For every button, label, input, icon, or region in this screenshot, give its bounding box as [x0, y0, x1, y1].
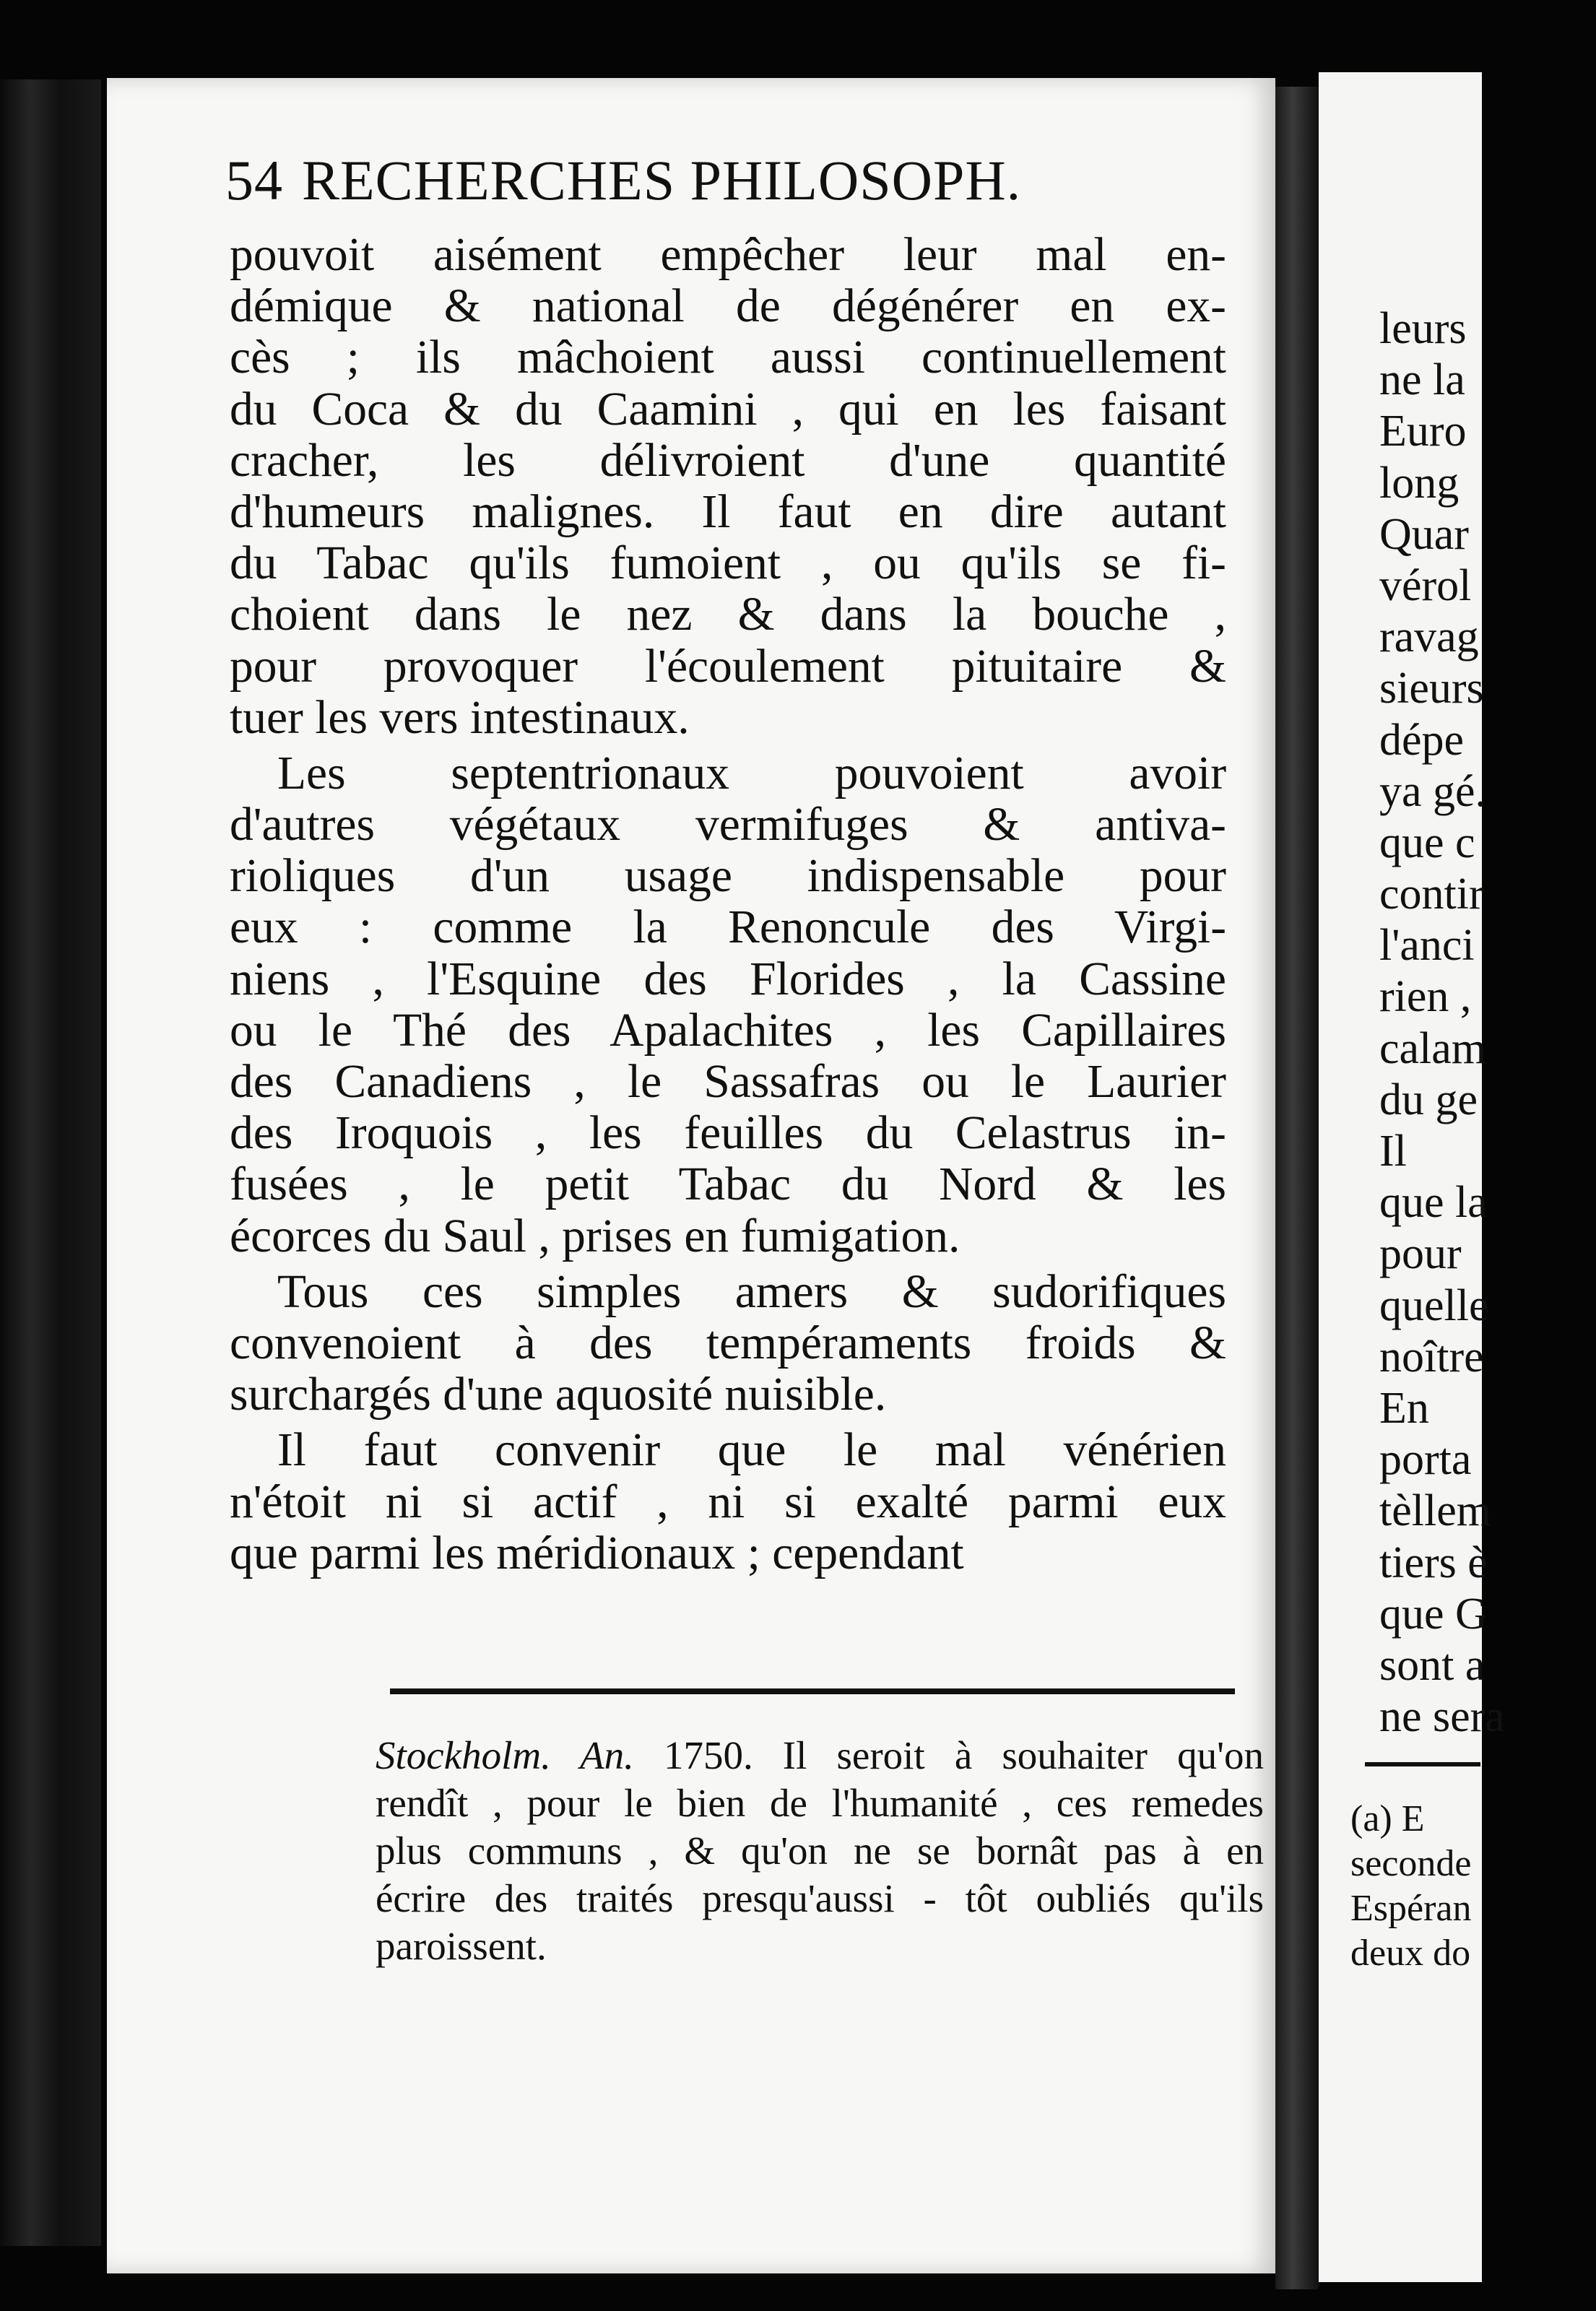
running-head [225, 148, 1164, 227]
right-page-line: leurs [1379, 304, 1467, 353]
right-page-footnote-line: seconde [1350, 1843, 1472, 1884]
right-page-line: dépe [1379, 715, 1465, 765]
main-text-block [230, 230, 1226, 1579]
text-line: cracher, les délivroient d'une quantité [230, 434, 1226, 487]
right-page-footnote-line: deux do [1350, 1933, 1471, 1974]
footnote-line [376, 1732, 1264, 1779]
right-page-line: sieurs [1379, 664, 1484, 714]
right-page-line: sont a [1379, 1640, 1486, 1690]
right-page-line: quelle [1379, 1280, 1489, 1330]
footnote-lead: Stockholm. An. [376, 1733, 634, 1777]
footnote-rule [390, 1688, 1235, 1694]
right-page-line: ne sera [1379, 1692, 1505, 1742]
book-spine-edge [0, 79, 101, 2246]
footnote-line: plus communs , & qu'on ne se bornât pas à en [376, 1829, 1264, 1873]
text-line: n'étoit ni si actif , ni si exalté parmi eux [230, 1475, 1226, 1528]
text-line: niens , l'Esquine des Florides , la Cassine [230, 953, 1226, 1005]
footnote-line-text: 1750. Il seroit à souhaiter qu'on [633, 1733, 1264, 1777]
text-line: pour provoquer l'écoulement pituitaire & [230, 640, 1226, 693]
right-page-line: ne la [1379, 355, 1465, 405]
right-page-line: ravag [1379, 612, 1479, 662]
book-gutter [1275, 87, 1319, 2289]
right-page-line: que la [1379, 1178, 1488, 1228]
right-page-line: que G [1379, 1589, 1488, 1639]
right-page-line: ya gé. [1379, 766, 1487, 816]
right-page-line: du ge [1379, 1075, 1478, 1124]
text-line: démique & national de dégénérer en ex- [230, 280, 1226, 333]
right-page-line: contir [1379, 870, 1484, 919]
right-page-line: porta [1379, 1435, 1472, 1485]
text-line: cès ; ils mâchoient aussi continuellement [230, 331, 1226, 384]
text-line: des Canadiens , le Sassafras ou le Laurier [230, 1056, 1226, 1108]
text-line: ou le Thé des Apalachites , les Capillaires [230, 1004, 1226, 1057]
right-page-footnote-rule [1365, 1762, 1480, 1766]
right-page-line: Quar [1379, 509, 1469, 559]
right-page-line: Euro [1379, 407, 1467, 456]
text-line: convenoient à des tempéraments froids & [230, 1317, 1226, 1369]
text-line: du Coca & du Caamini , qui en les faisant [230, 383, 1226, 435]
right-page-line: tiers è [1379, 1538, 1488, 1587]
right-page-line: En [1379, 1383, 1429, 1433]
right-page-text [1379, 303, 1596, 1743]
text-line: pouvoit aisément empêcher leur mal en- [230, 229, 1226, 281]
text-line: des Iroquois , les feuilles du Celastrus in- [230, 1107, 1226, 1160]
right-page-line: vérol [1379, 560, 1472, 610]
right-page-line: long [1379, 458, 1460, 508]
text-line: eux : comme la Renoncule des Virgi- [230, 901, 1226, 954]
text-line: fusées , le petit Tabac du Nord & les [230, 1158, 1226, 1211]
right-page-footnote [1350, 1797, 1567, 1976]
page-number: 54 [225, 149, 283, 212]
text-line: Tous ces simples amers & sudorifiques [277, 1265, 1226, 1318]
text-line: surchargés d'une aquosité nuisible. [230, 1369, 887, 1421]
footnote-block [376, 1732, 1264, 1970]
footnote-line: rendît , pour le bien de l'humanité , ces remedes [376, 1781, 1264, 1825]
right-page-line: l'anci [1379, 921, 1475, 971]
text-line: d'autres végétaux vermifuges & antiva- [230, 799, 1226, 851]
text-line: Les septentrionaux pouvoient avoir [277, 747, 1226, 799]
footnote-line: paroissent. [376, 1924, 547, 1968]
right-page-footnote-line: (a) E [1350, 1798, 1425, 1839]
text-line: écorces du Saul , prises en fumigation. [230, 1210, 960, 1262]
text-line: que parmi les méridionaux ; cependant [230, 1527, 964, 1579]
right-page-line: noître [1379, 1332, 1484, 1382]
right-page-line: que c [1379, 818, 1475, 867]
text-line: Il faut convenir que le mal vénérien [277, 1424, 1226, 1477]
footnote-line: écrire des traités presqu'aussi - tôt oubliés qu'ils [376, 1876, 1264, 1920]
text-line: d'humeurs malignes. Il faut en dire autant [230, 485, 1226, 538]
text-line: rioliques d'un usage indispensable pour [230, 850, 1226, 903]
right-page-line: pour [1379, 1229, 1462, 1279]
right-page-line: Il [1379, 1127, 1407, 1176]
text-line: choient dans le nez & dans la bouche , [230, 589, 1226, 641]
right-page-line: rien , [1379, 972, 1472, 1022]
text-line: tuer les vers intestinaux. [230, 691, 690, 744]
right-page-line: tèllem [1379, 1486, 1491, 1536]
running-head-title: RECHERCHES PHILOSOPH. [302, 149, 1022, 212]
right-page-line: calam [1379, 1023, 1487, 1073]
text-line: du Tabac qu'ils fumoient , ou qu'ils se fi- [230, 537, 1226, 590]
right-page-footnote-line: Espéran [1350, 1888, 1472, 1929]
